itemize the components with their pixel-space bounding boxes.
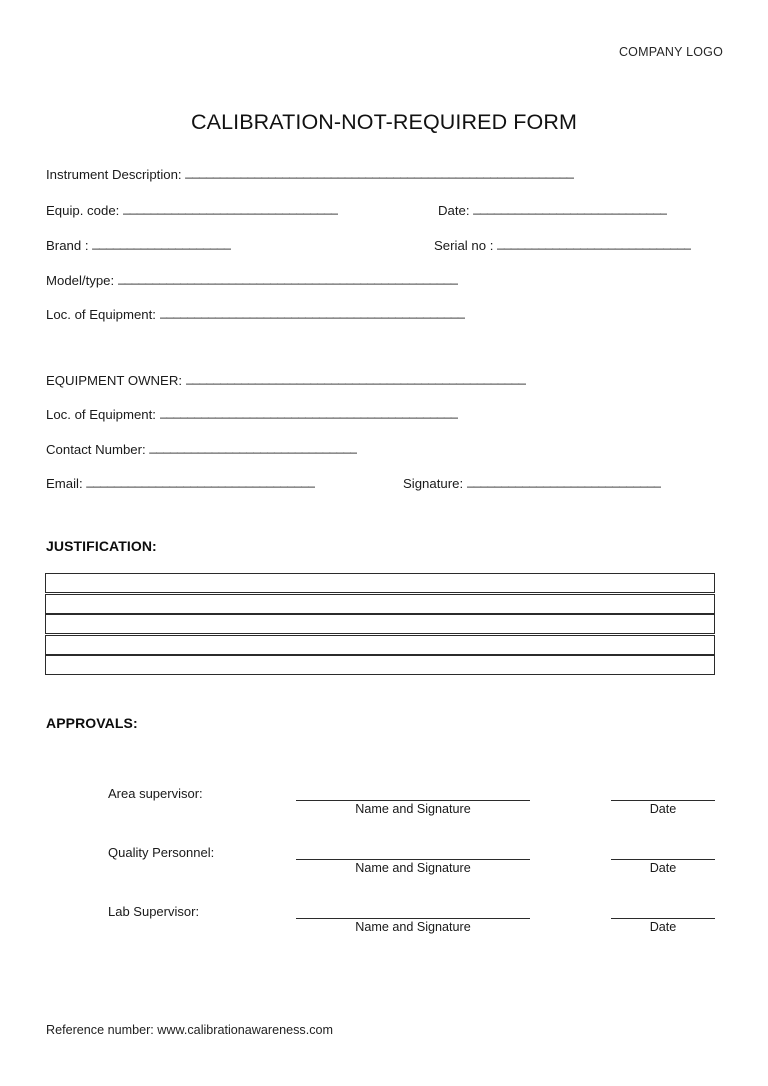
input-model-type[interactable]: _________________________________________________ [117,270,458,285]
input-lab-supervisor-date[interactable] [611,918,715,919]
field-row-brand-serial [46,235,728,255]
field-equipment-owner [46,370,526,388]
label-owner-signature: Signature: [403,476,464,491]
label-instrument-description: Instrument Description: [46,167,182,182]
field-row-owner-loc-of-equipment [46,404,728,424]
justification-row[interactable] [45,594,715,614]
caption-lab-supervisor-date: Date [649,920,677,934]
input-date[interactable]: ____________________________ [473,200,668,215]
label-serial-no: Serial no : [434,238,494,253]
justification-row[interactable] [45,573,715,593]
caption-quality-personnel-signature: Name and Signature [355,861,471,875]
field-model-type [46,270,458,288]
approval-row-area-supervisor [46,786,728,826]
field-instrument-description [46,164,574,182]
caption-quality-personnel-date: Date [649,861,677,875]
input-quality-personnel-date[interactable] [611,859,715,860]
field-email [46,473,315,491]
justification-row[interactable] [45,614,715,634]
field-contact-number [46,439,357,457]
input-area-supervisor-date[interactable] [611,800,715,801]
label-owner-loc-of-equipment: Loc. of Equipment: [46,407,156,422]
input-lab-supervisor-signature[interactable] [296,918,530,919]
label-brand: Brand : [46,238,89,253]
field-owner-loc-of-equipment [46,404,458,422]
input-instrument-description[interactable]: ________________________________________________________ [185,164,574,179]
justification-table [45,573,715,676]
input-serial-no[interactable]: ____________________________ [497,235,692,250]
label-date: Date: [438,203,470,218]
label-model-type: Model/type: [46,273,115,288]
field-row-contact-number [46,439,728,459]
approval-row-lab-supervisor [46,904,728,944]
form-title: CALIBRATION-NOT-REQUIRED FORM [191,110,577,134]
field-row-loc-of-equipment [46,304,728,324]
caption-area-supervisor-signature: Name and Signature [355,802,471,816]
justification-row[interactable] [45,635,715,655]
label-quality-personnel: Quality Personnel: [108,845,215,860]
field-row-equipment-owner [46,370,728,390]
label-area-supervisor: Area supervisor: [108,786,203,801]
label-loc-of-equipment: Loc. of Equipment: [46,307,156,322]
field-serial-no [434,235,691,253]
input-area-supervisor-signature[interactable] [296,800,530,801]
company-logo-placeholder: COMPANY LOGO [618,45,723,59]
label-lab-supervisor: Lab Supervisor: [108,904,200,919]
field-row-model-type [46,270,728,290]
input-owner-signature[interactable]: ____________________________ [466,473,661,488]
label-equip-code: Equip. code: [46,203,120,218]
caption-lab-supervisor-signature: Name and Signature [355,920,471,934]
label-email: Email: [46,476,83,491]
label-equipment-owner: EQUIPMENT OWNER: [46,373,183,388]
field-row-email-signature [46,473,728,493]
caption-area-supervisor-date: Date [649,802,677,816]
approvals-heading: APPROVALS: [46,715,138,731]
input-brand[interactable]: ____________________ [92,235,231,250]
footer-reference-number: Reference number: www.calibrationawareness.com [46,1023,333,1037]
input-equipment-owner[interactable]: _________________________________________________ [185,370,526,385]
field-brand [46,235,231,253]
label-contact-number: Contact Number: [46,442,146,457]
input-quality-personnel-signature[interactable] [296,859,530,860]
input-email[interactable]: _________________________________ [86,473,316,488]
input-owner-loc-of-equipment[interactable]: ___________________________________________ [159,404,458,419]
justification-heading: JUSTIFICATION: [46,538,157,554]
input-equip-code[interactable]: _______________________________ [123,200,338,215]
field-loc-of-equipment [46,304,465,322]
field-row-equip-code-date [46,200,728,220]
input-contact-number[interactable]: ______________________________ [149,439,358,454]
field-date [438,200,667,218]
field-owner-signature [403,473,661,491]
input-loc-of-equipment[interactable]: ____________________________________________ [159,304,465,319]
field-equip-code [46,200,338,218]
justification-row[interactable] [45,655,715,675]
approval-row-quality-personnel [46,845,728,885]
field-row-instrument-description [46,164,728,184]
